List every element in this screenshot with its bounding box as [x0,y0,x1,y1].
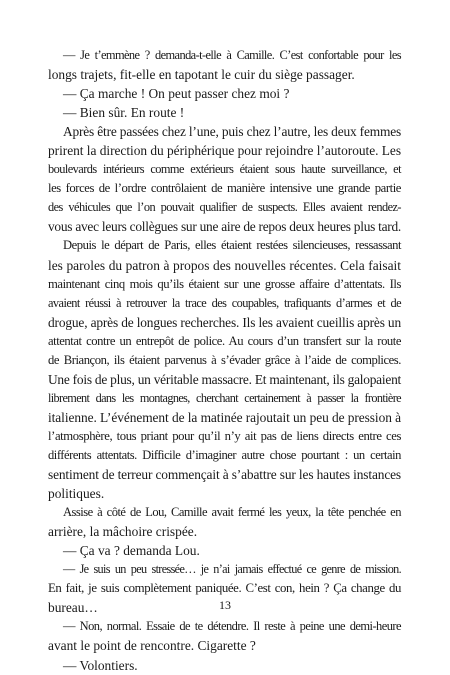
text-line: librement dans les montagnes, cherchant certainement à passer la frontière [48,390,401,405]
text-line: Une fois de plus, un véritable massacre. Et maintenant, ils galopaient [48,371,401,387]
text-line: — Je suis un peu stressée… je n’ai jamais effectué ce genre de mission. [63,562,401,577]
text-line: sentiment de terreur commençait à s’abattre sur les hautes instances [48,467,401,483]
body-text [48,46,401,675]
text-line: de Briançon, ils étaient parvenus à s’évader grâce à l’aide de complices. [48,352,401,367]
text-line: différents attentats. Difficile d’imaginer autre chose pourtant : un certain [48,447,401,462]
text-line: — Je t’emmène ? demanda-t-elle à Camille. C’est confortable pour les [63,48,401,62]
text-line: — Ça marche ! On peut passer chez moi ? [63,86,290,102]
text-line: des véhicules que l’on pouvait qualifier de suspects. Elles avaient rendez- [48,200,401,215]
text-line: Assise à côté de Lou, Camille avait fermé les yeux, la tête penchée en [63,505,401,520]
text-line: Après être passées chez l’une, puis chez l’autre, les deux femmes [63,124,401,140]
text-line: l’atmosphère, tous priant pour qu’il n’y ait pas de liens directs entre ces [48,428,401,443]
text-line: drogue, après de longues recherches. Ils les avaient cueillis après un [48,314,401,330]
text-line: — Ça va ? demanda Lou. [63,543,200,559]
text-line: les paroles du patron à propos des nouvelles récentes. Cela faisait [48,257,401,273]
text-line: Depuis le départ de Paris, elles étaient restées silencieuses, ressassant [63,238,401,253]
text-line: prirent la direction du périphérique pour rejoindre l’autoroute. Les [48,143,402,159]
text-line: — Non, normal. Essaie de te détendre. Il reste à peine une demi-heure [63,619,401,634]
text-line: longs trajets, fit-elle en tapotant le cuir du siège passager. [48,67,355,83]
text-line: italienne. L’événement de la matinée rajoutait un peu de pression à [48,409,401,425]
text-line: les forces de l’ordre contrôlaient de manière intensive une grande partie [48,181,401,196]
text-line: — Volontiers. [63,657,138,673]
text-line: En fait, je suis complètement paniquée. C’est con, hein ? Ça change du [48,581,401,596]
text-line: attentat contre un entrepôt de police. Au cours d’un transfert sur la route [48,333,401,348]
text-line: vous avec leurs collègues sur une aire de repos deux heures plus tard. [48,219,401,235]
text-line: maintenant cinq mois qu’ils étaient sur une grosse affaire d’attentats. Ils [48,276,401,291]
text-line: boulevards intérieurs comme extérieurs étaient sous haute surveillance, et [48,162,401,177]
text-line: politiques. [48,486,105,502]
text-line: avant le point de rencontre. Cigarette ? [48,638,256,654]
text-line: avaient réussi à retrouver la trace des coupables, trafiquants d’armes et de [48,295,401,310]
text-line: arrière, la mâchoire crispée. [48,524,198,540]
page-number: 13 [219,598,231,612]
text-line: — Bien sûr. En route ! [63,105,185,121]
text-line: bureau… [48,600,98,616]
